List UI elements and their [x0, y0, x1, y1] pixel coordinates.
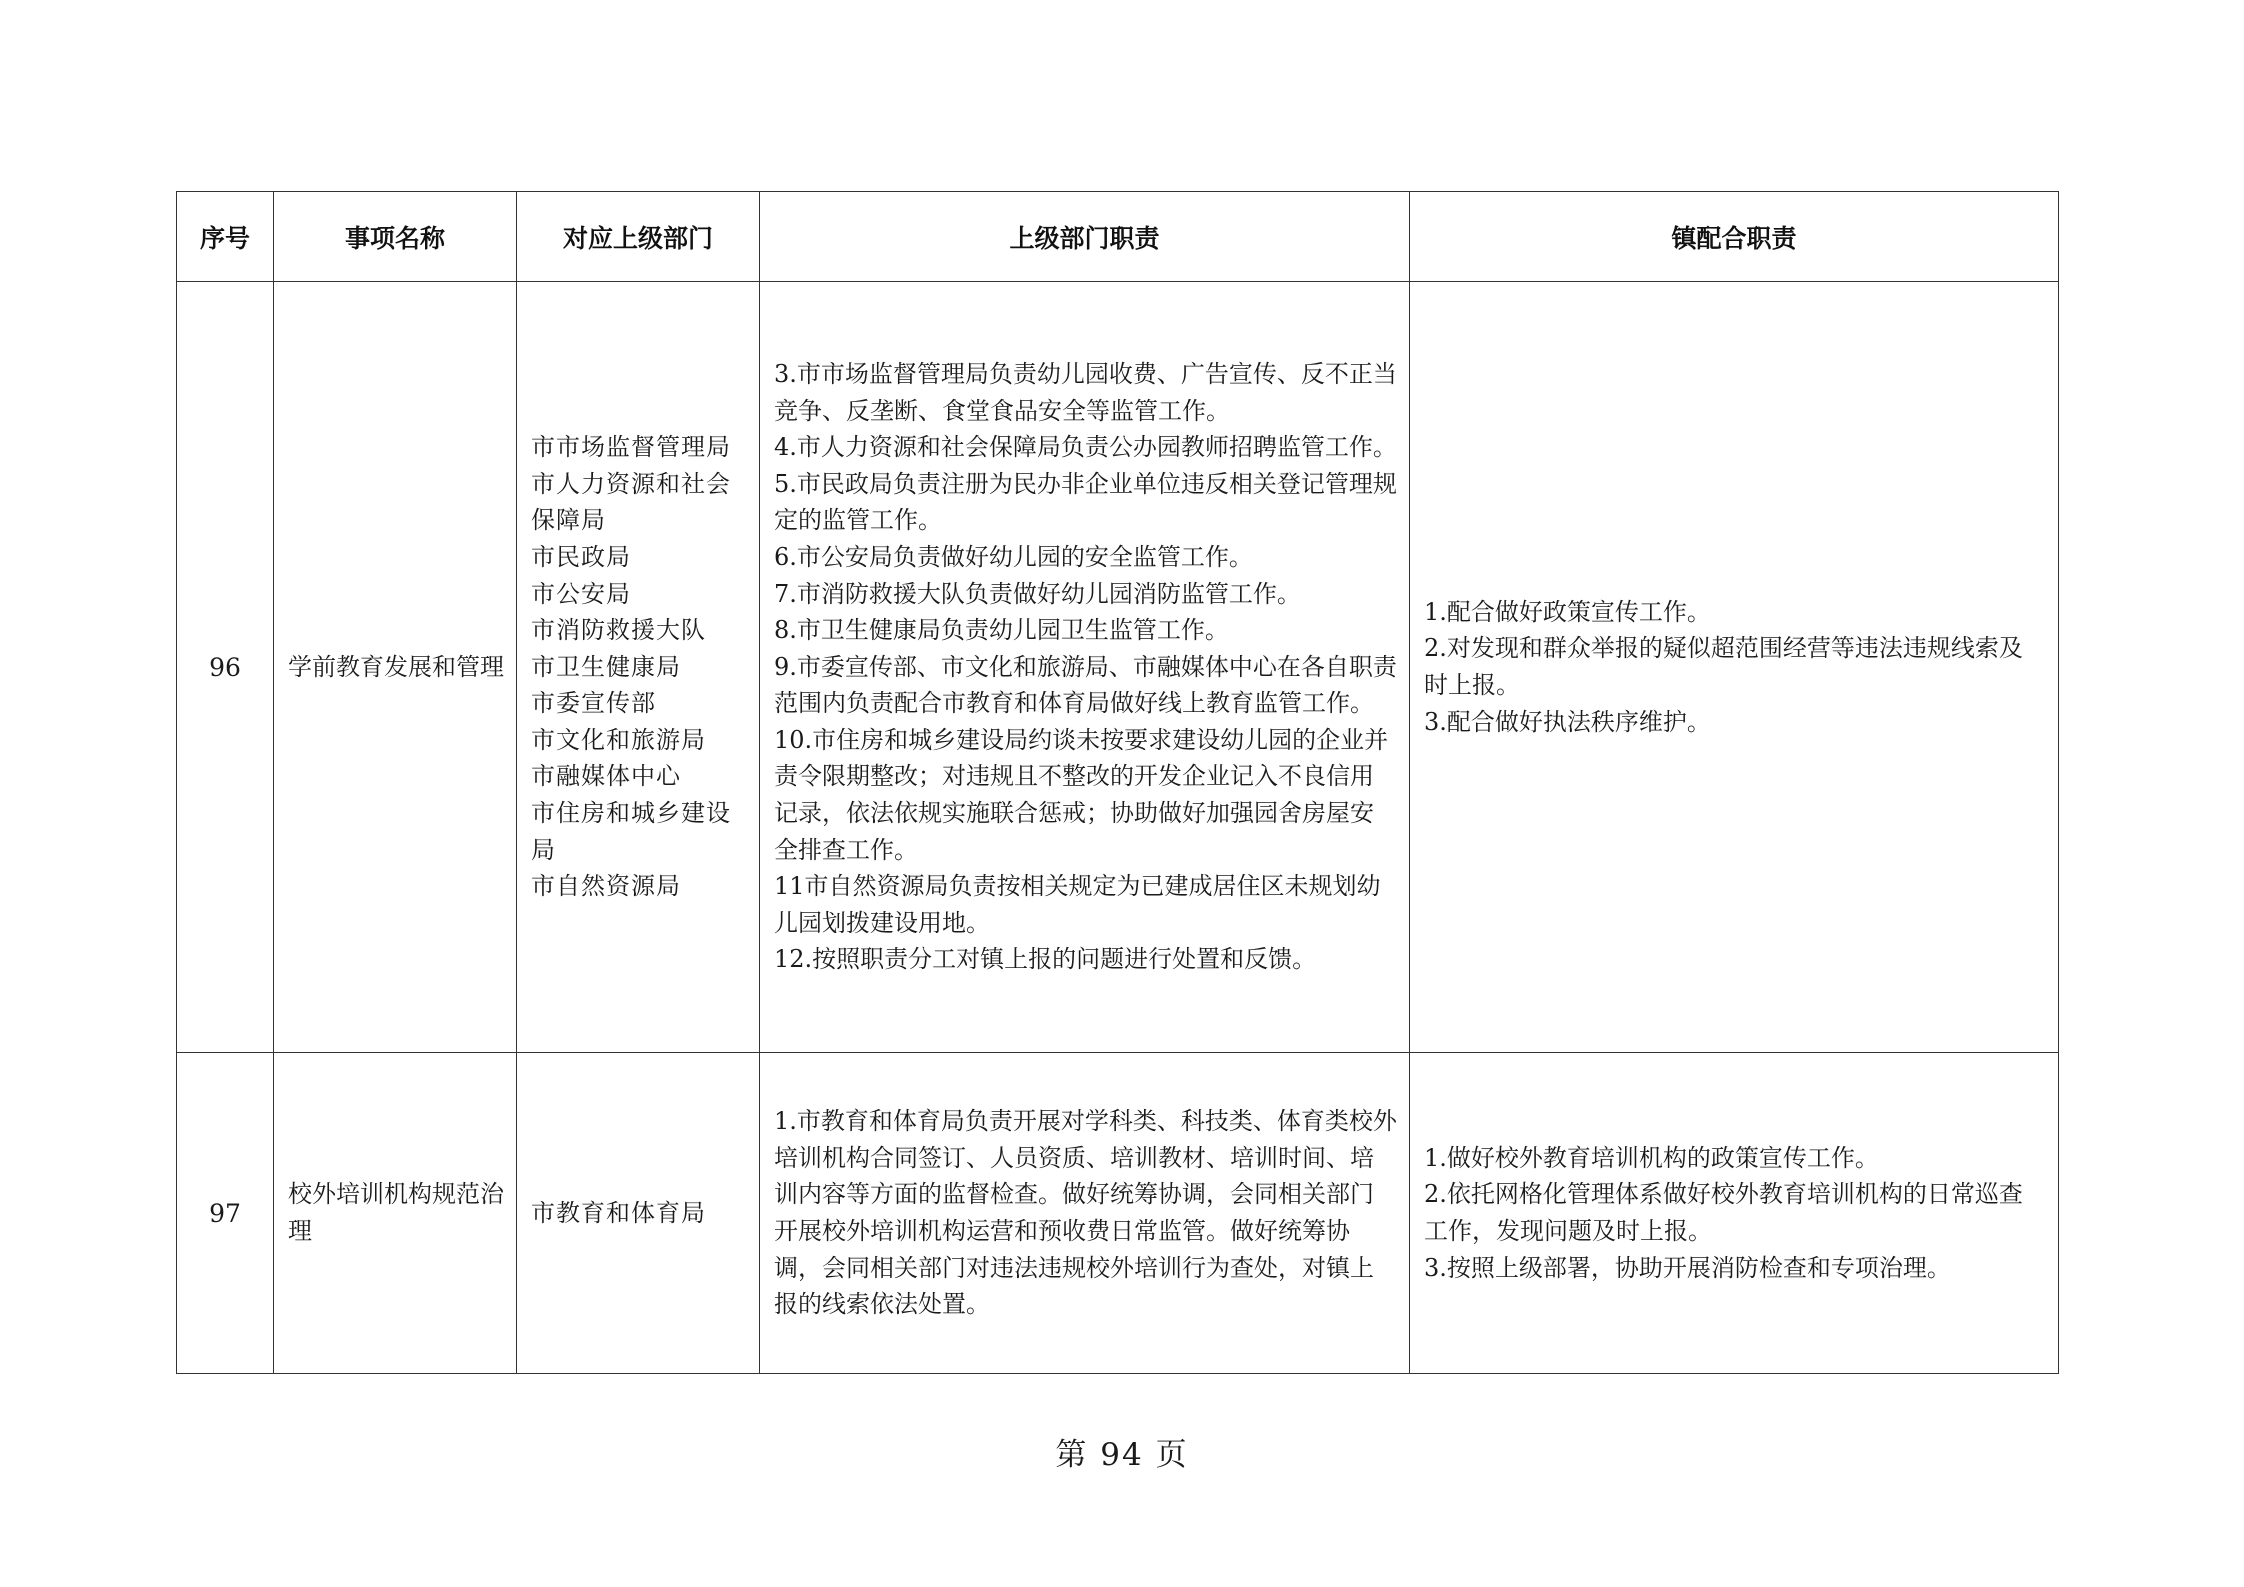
upper-duty-item: 10.市住房和城乡建设局约谈未按要求建设幼儿园的企业并责令限期整改；对违规且不整改的开发企业记入不良信用记录，依法依规实施联合惩戒；协助做好加强园舍房屋安全排查工作。: [774, 725, 1389, 864]
table-row: [177, 1053, 2059, 1374]
dept-list: [517, 429, 759, 905]
dept-item: 市公安局: [531, 579, 631, 608]
header-row: [177, 192, 2059, 282]
upper-duty-item: 9.市委宣传部、市文化和旅游局、市融媒体中心在各自职责范围内负责配合市教育和体育局做好线上教育监管工作。: [774, 652, 1397, 718]
town-duty-item: 3.配合做好执法秩序维护。: [1424, 707, 1711, 736]
row-item-name: [274, 282, 517, 1053]
town-duty-item: 2.依托网格化管理体系做好校外教育培训机构的日常巡查工作，发现问题及时上报。: [1424, 1180, 2023, 1245]
town-duty-item: 2.对发现和群众举报的疑似超范围经营等违法违规线索及时上报。: [1424, 634, 2023, 699]
row-town-duties: [1410, 1053, 2059, 1374]
dept-item: 市人力资源和社会保障局: [531, 469, 731, 535]
upper-duty-item: 11市自然资源局负责按相关规定为已建成居住区未规划幼儿园划拨建设用地。: [774, 872, 1381, 937]
town-duty-item: 3.按照上级部署，协助开展消防检查和专项治理。: [1424, 1253, 1951, 1282]
page-number: 第 94 页: [1055, 1437, 1189, 1473]
upper-duty-item: 4.市人力资源和社会保障局负责公办园教师招聘监管工作。: [774, 433, 1397, 462]
row-upper-duties: [760, 282, 1410, 1053]
header-town-duties: 镇配合职责: [1410, 192, 2059, 282]
dept-item: 市消防救援大队: [531, 616, 706, 645]
item-name-text: 学前教育发展和管理: [288, 652, 504, 681]
dept-list: [517, 1195, 759, 1232]
town-duty-item: 1.配合做好政策宣传工作。: [1424, 597, 1711, 626]
row-town-duties: [1410, 282, 2059, 1053]
dept-item: 市住房和城乡建设局: [531, 799, 731, 864]
upper-duty-item: 1.市教育和体育局负责开展对学科类、科技类、体育类校外培训机构合同签订、人员资质、培训教材、培训时间、培训内容等方面的监督检查。做好统筹协调，会同相关部门开展校外培训机构运营和预收费日常监管。做好统筹协调，会同相关部门对违法违规校外培训行为查处，对镇上报的线索依法处置。: [774, 1107, 1397, 1319]
upper-duty-item: 12.按照职责分工对镇上报的问题进行处置和反馈。: [774, 945, 1317, 974]
dept-item: 市卫生健康局: [531, 652, 681, 681]
dept-item: 市文化和旅游局: [531, 725, 706, 754]
town-duty-list: [1410, 594, 2058, 740]
upper-duty-item: 3.市市场监督管理局负责幼儿园收费、广告宣传、反不正当竞争、反垄断、食堂食品安全等监管工作。: [774, 359, 1397, 425]
upper-duty-item: 5.市民政局负责注册为民办非企业单位违反相关登记管理规定的监管工作。: [774, 469, 1397, 535]
item-name-text: 校外培训机构规范治理: [288, 1180, 504, 1245]
duty-table: [176, 191, 2059, 1374]
row-item-name: [274, 1053, 517, 1374]
upper-duty-list: [760, 1103, 1409, 1323]
header-dept: 对应上级部门: [517, 192, 760, 282]
row-upper-duties: [760, 1053, 1410, 1374]
dept-item: 市融媒体中心: [531, 762, 681, 791]
header-name: 事项名称: [274, 192, 517, 282]
header-seq: 序号: [177, 192, 274, 282]
dept-item: 市自然资源局: [531, 872, 681, 901]
header-upper-duties: 上级部门职责: [760, 192, 1410, 282]
upper-duty-item: 6.市公安局负责做好幼儿园的安全监管工作。: [774, 542, 1253, 571]
town-duty-list: [1410, 1140, 2058, 1286]
town-duty-item: 1.做好校外教育培训机构的政策宣传工作。: [1424, 1143, 1879, 1172]
dept-item: 市委宣传部: [531, 689, 656, 718]
table-row: [177, 282, 2059, 1053]
dept-item: 市教育和体育局: [531, 1198, 706, 1227]
upper-duty-item: 8.市卫生健康局负责幼儿园卫生监管工作。: [774, 616, 1229, 645]
dept-item: 市市场监督管理局: [531, 433, 731, 462]
upper-duty-item: 7.市消防救援大队负责做好幼儿园消防监管工作。: [774, 579, 1301, 608]
dept-item: 市民政局: [531, 542, 631, 571]
row-depts: [517, 1053, 760, 1374]
row-seq: 96: [177, 282, 274, 1053]
row-depts: [517, 282, 760, 1053]
row-seq: 97: [177, 1053, 274, 1374]
upper-duty-list: [760, 356, 1409, 978]
